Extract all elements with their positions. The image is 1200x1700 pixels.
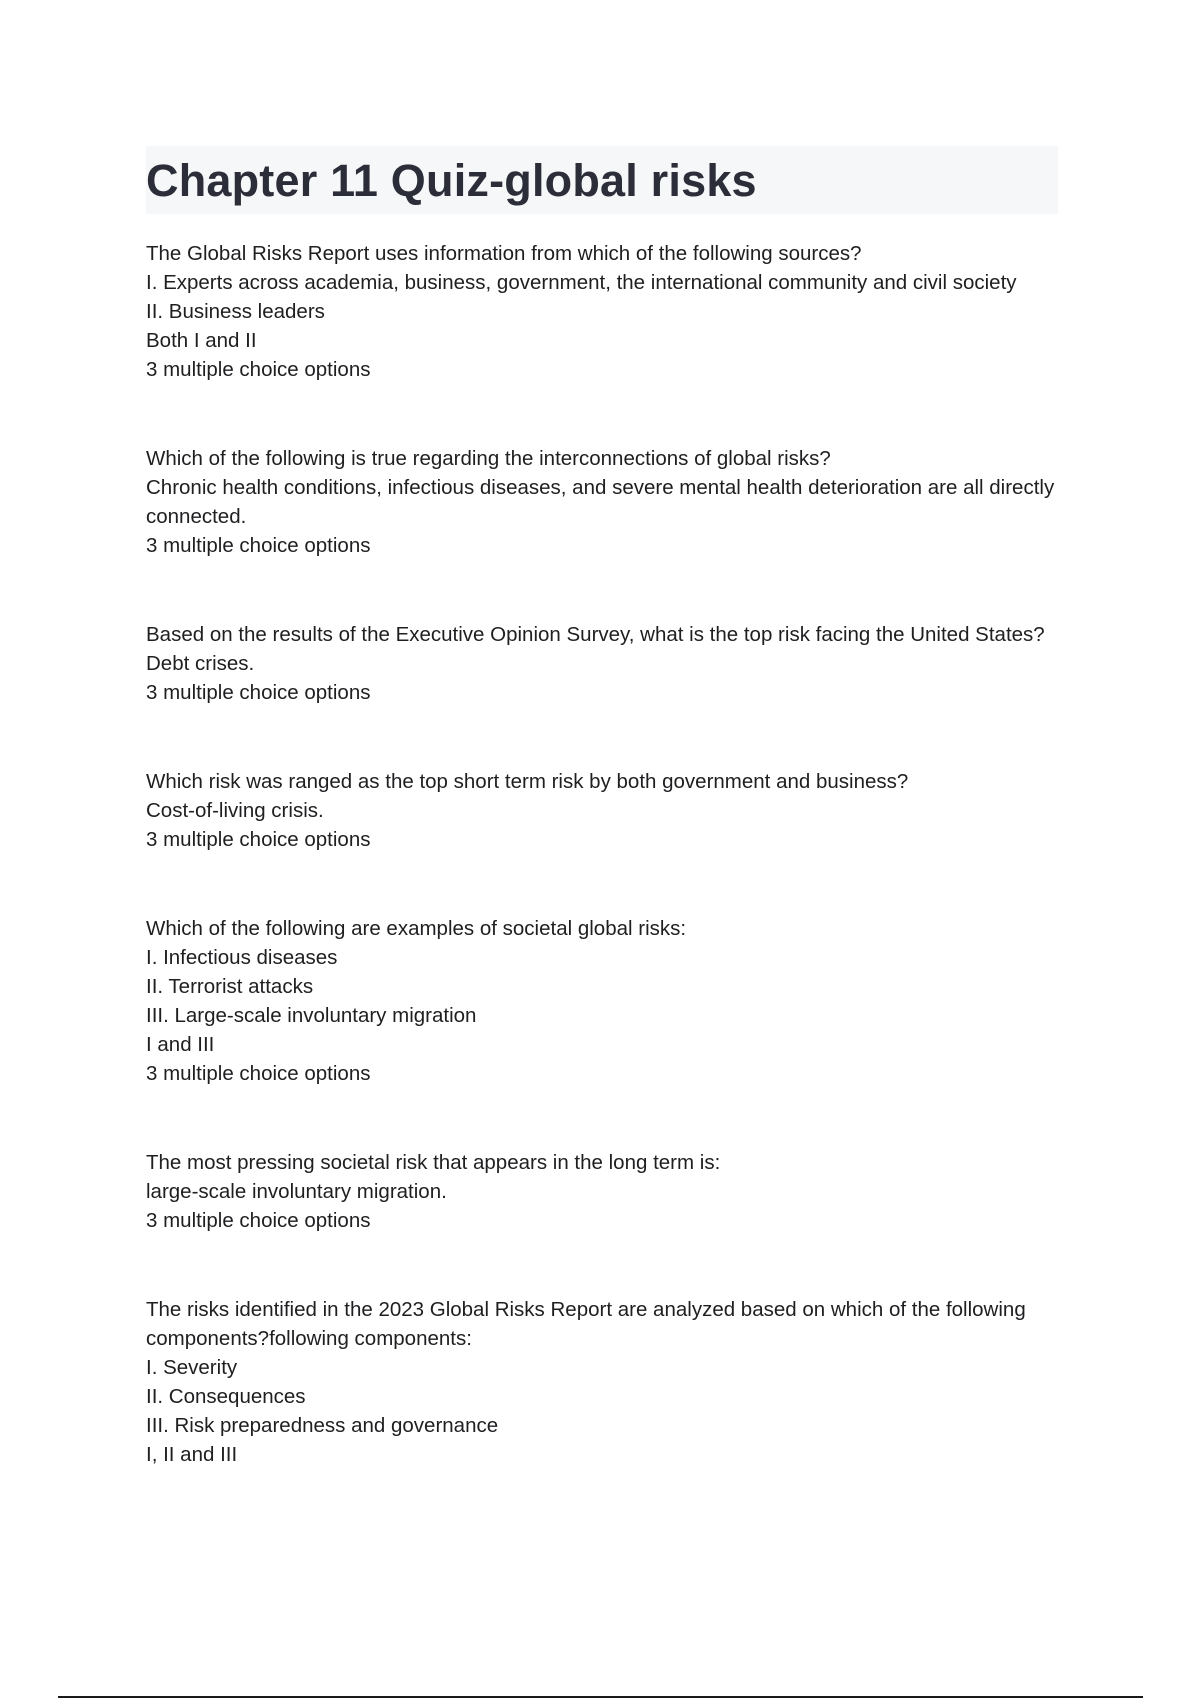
question-4-options-note: 3 multiple choice options: [146, 828, 371, 851]
question-block-7: [146, 1295, 1066, 1469]
question-5-options-note: 3 multiple choice options: [146, 1062, 371, 1085]
question-7-prompt: The risks identified in the 2023 Global Risks Report are analyzed based on which of the following components?following components:: [146, 1298, 1026, 1350]
page-title: Chapter 11 Quiz-global risks: [146, 154, 757, 206]
question-1-line-2: I. Experts across academia, business, government, the international community and civil society: [146, 271, 1017, 294]
question-7-line-3: II. Consequences: [146, 1385, 306, 1408]
question-3-prompt: Based on the results of the Executive Opinion Survey, what is the top risk facing the United States?: [146, 623, 1045, 646]
question-7-line-4: III. Risk preparedness and governance: [146, 1414, 499, 1437]
question-6-prompt: The most pressing societal risk that appears in the long term is:: [146, 1151, 721, 1174]
question-5-prompt: Which of the following are examples of societal global risks:: [146, 917, 687, 940]
question-1-prompt: The Global Risks Report uses information from which of the following sources?: [146, 242, 862, 265]
question-4-answer: Cost-of-living crisis.: [146, 799, 324, 822]
question-7-line-2: I. Severity: [146, 1356, 238, 1379]
question-4-prompt: Which risk was ranged as the top short term risk by both government and business?: [146, 770, 909, 793]
question-block-6: [146, 1148, 1066, 1235]
question-5-line-4: III. Large-scale involuntary migration: [146, 1004, 477, 1027]
question-block-4: [146, 767, 1066, 854]
question-block-2: [146, 444, 1066, 560]
question-3-answer: Debt crises.: [146, 652, 255, 675]
question-2-answer: Chronic health conditions, infectious diseases, and severe mental health deterioration are all directly connected.: [146, 476, 1055, 528]
question-5-line-3: II. Terrorist attacks: [146, 975, 314, 998]
question-3-options-note: 3 multiple choice options: [146, 681, 371, 704]
question-block-1: [146, 239, 1066, 384]
question-6-options-note: 3 multiple choice options: [146, 1209, 371, 1232]
question-2-prompt: Which of the following is true regarding the interconnections of global risks?: [146, 447, 831, 470]
question-block-3: [146, 620, 1066, 707]
question-5-answer: I and III: [146, 1033, 215, 1056]
question-block-5: [146, 914, 1066, 1088]
title-bar: [146, 146, 1058, 214]
question-1-answer: Both I and II: [146, 329, 257, 352]
question-2-options-note: 3 multiple choice options: [146, 534, 371, 557]
question-1-line-3: II. Business leaders: [146, 300, 325, 323]
question-list: [146, 239, 1066, 1529]
question-6-answer: large-scale involuntary migration.: [146, 1180, 447, 1203]
footer-divider: [58, 1696, 1143, 1698]
question-7-answer: I, II and III: [146, 1443, 238, 1466]
question-1-options-note: 3 multiple choice options: [146, 358, 371, 381]
question-5-line-2: I. Infectious diseases: [146, 946, 338, 969]
